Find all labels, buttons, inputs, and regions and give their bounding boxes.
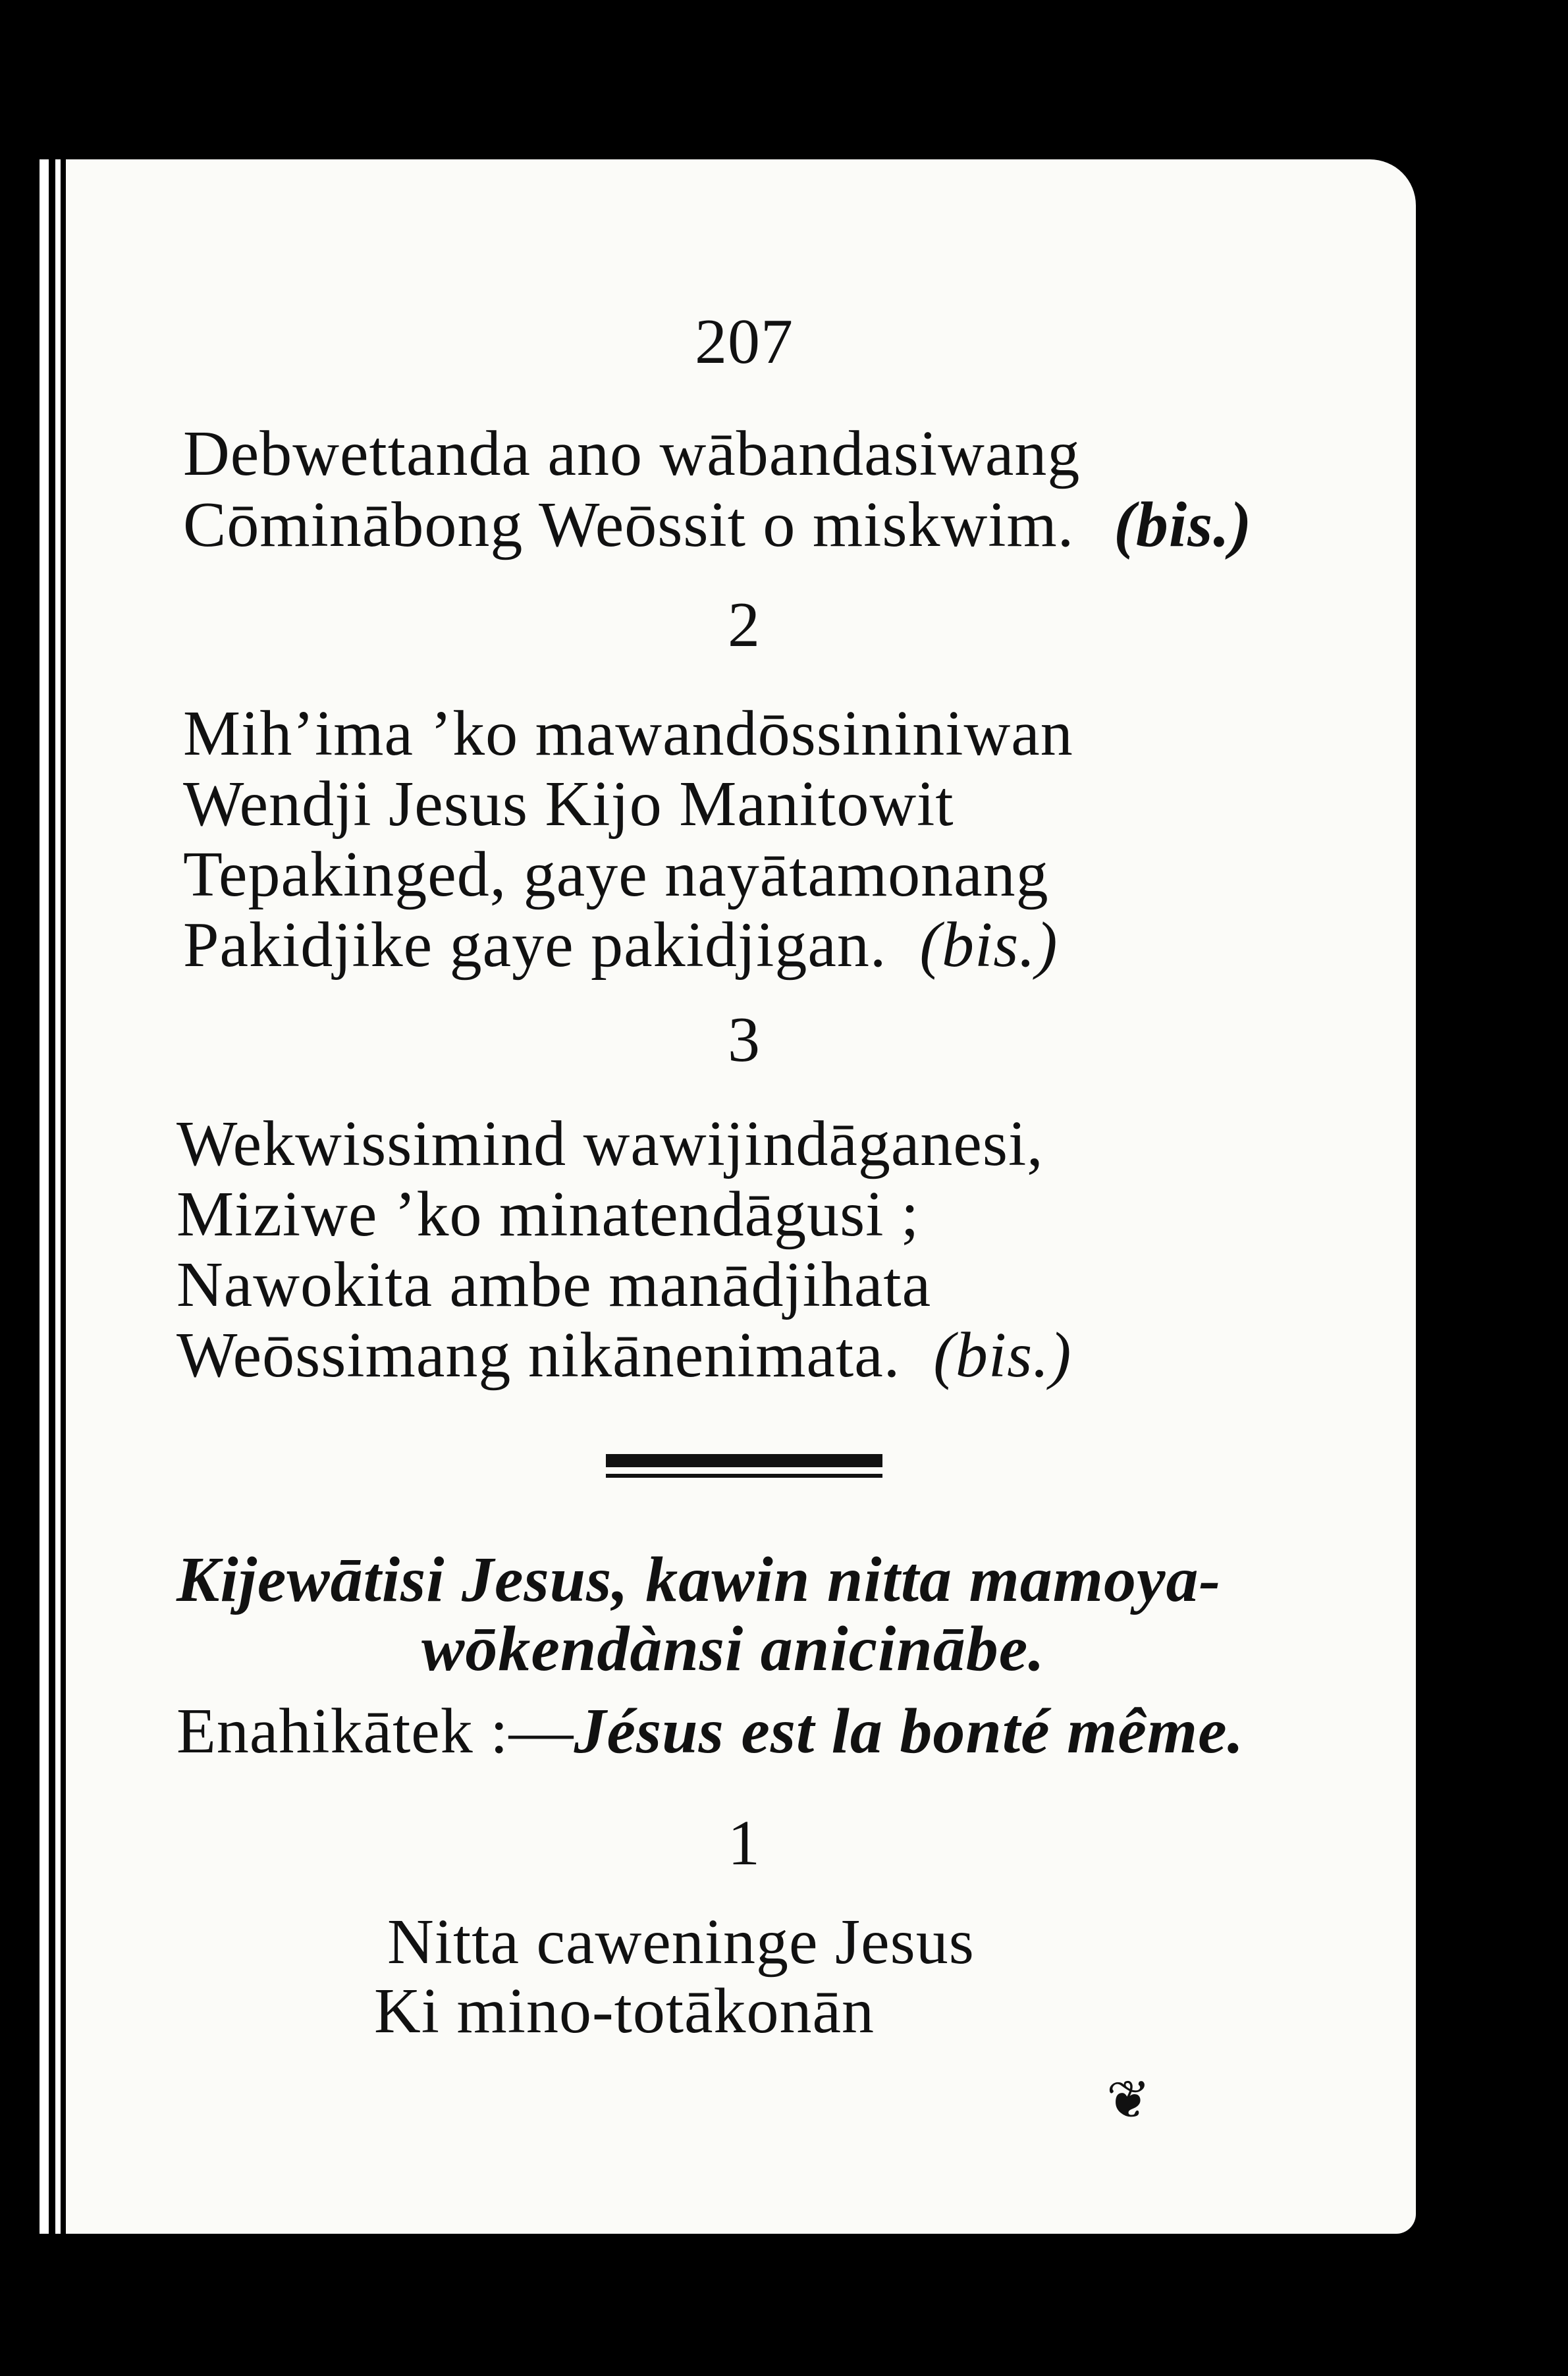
verse-line-text: Weōssimang nikānenimata. — [176, 1320, 901, 1391]
verse-line — [176, 1249, 932, 1320]
verse-line — [176, 1108, 1044, 1179]
verse-line-text: Nitta caweninge Jesus — [387, 1906, 975, 1978]
verse-line — [183, 418, 1081, 489]
verse-number: 2 — [728, 589, 761, 661]
verse-line — [176, 1320, 1072, 1391]
bis-marker: (bis.) — [933, 1320, 1072, 1391]
bis-marker: (bis.) — [919, 909, 1058, 981]
verse-line-text: Nawokita ambe manādjihata — [176, 1249, 932, 1320]
tune-line — [176, 1696, 1245, 1767]
page-number: 207 — [695, 306, 794, 377]
verse-line — [183, 839, 1049, 910]
tune-name: Jésus est la bonté même. — [574, 1696, 1245, 1767]
verse-line-text: Wekwissimind wawijindāganesi, — [176, 1108, 1044, 1179]
verse-line — [183, 698, 1073, 769]
hymn-title-line: wōkendànsi anicinābe. — [421, 1613, 1045, 1685]
verse-number: 1 — [728, 1808, 761, 1879]
section-divider-thick — [606, 1454, 882, 1467]
verse-line — [183, 769, 954, 840]
verse-line — [183, 489, 1253, 560]
verse-number: 3 — [728, 1004, 761, 1075]
section-divider-thin — [606, 1474, 882, 1478]
verse-line-text: Pakidjike gaye pakidjigan. — [183, 909, 887, 981]
verse-line-text: Cōminābong Weōssit o miskwim. — [183, 489, 1075, 560]
bis-marker: (bis.) — [1114, 489, 1253, 560]
verse-line — [183, 909, 1058, 981]
verse-line — [176, 1179, 920, 1250]
verse-line-text: Ki mino-totākonān — [374, 1976, 875, 2047]
verse-line-text: Miziwe ’ko minatendāgusi ; — [176, 1179, 920, 1250]
verse-line-text: Mih’ima ’ko mawandōssininiwan — [183, 698, 1073, 769]
hymn-title-line: Kijewātisi Jesus, kawin nitta mamoya- — [176, 1544, 1222, 1615]
tail-ornament-icon: ❦ — [1106, 2072, 1151, 2130]
verse-line-text: Debwettanda ano wābandasiwang — [183, 418, 1081, 489]
left-margin-stripe — [40, 159, 49, 2234]
left-margin-stripe-2 — [55, 159, 61, 2234]
verse-line — [374, 1976, 875, 2047]
tune-label: Enahikātek :— — [176, 1696, 574, 1767]
verse-line-text: Tepakinged, gaye nayātamonang — [183, 839, 1049, 910]
verse-line-text: Wendji Jesus Kijo Manitowit — [183, 769, 954, 840]
verse-line — [387, 1906, 975, 1978]
